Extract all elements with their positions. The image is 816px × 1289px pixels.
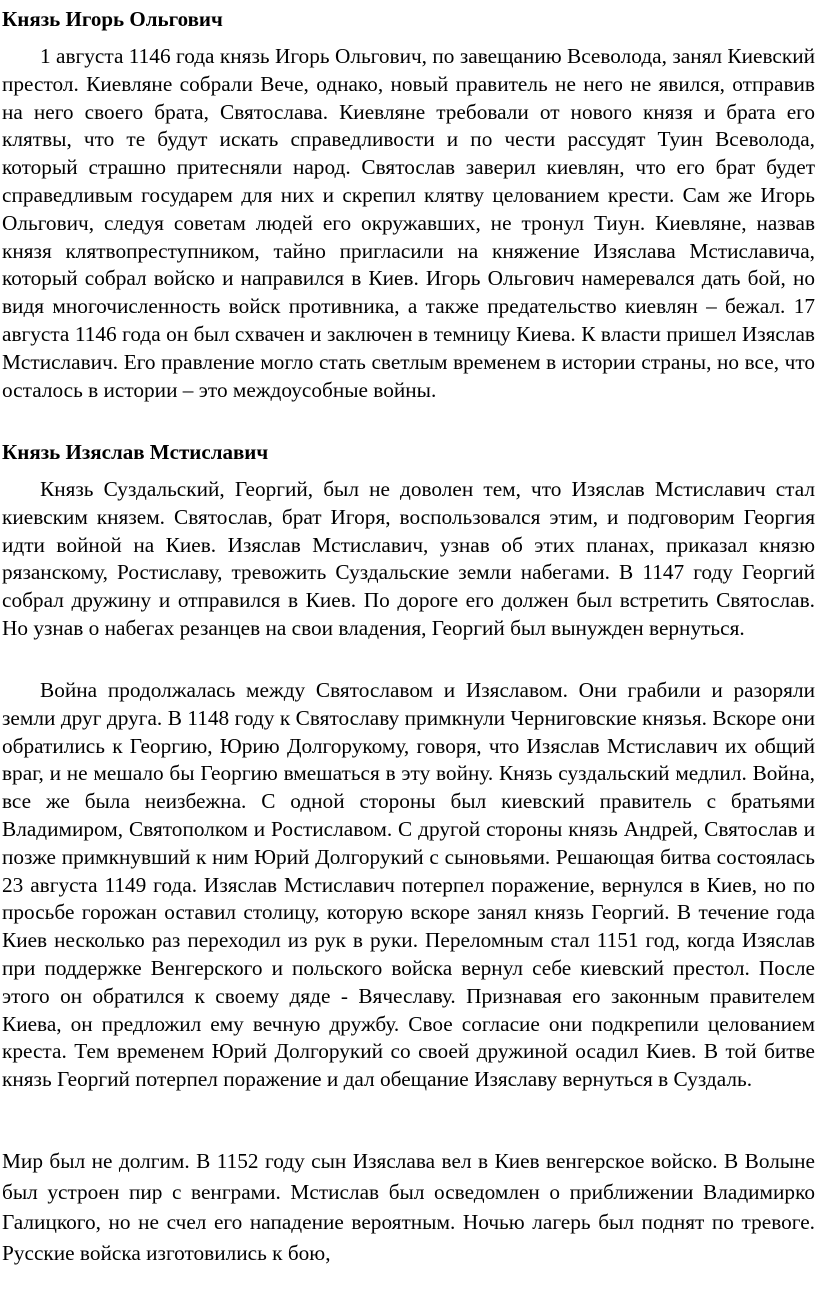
paragraph-igor-accession: 1 августа 1146 года князь Игорь Ольгович, по завещанию Всеволода, занял Киевский престол. Киевляне собрали Вече, однако, новый правитель не него не явился, отправив на него своего брата, Святослава. Киевляне требовали от нового князя и брата его клятвы, что те будут искать справедливости и по чести рассудят Туин Всеволода, который страшно притесняли народ. Святослав заверил киевлян, что его брат будет справедливым государем для них и скрепил клятву целованием крести. Сам же Игорь Ольгович, следуя советам людей его окружавших, не тронул Тиун. Киевляне, назвав князя клятвопреступником, тайно пригласили на княжение Изяслава Мстиславича, который собрал войско и направился в Киев. Игорь Ольгович намеревался дать бой, но видя многочисленность войск противника, а также предательство киевлян – бежал. 17 августа 1146 года он был схвачен и заключен в темницу Киева. К власти пришел Изяслав Мстиславич. Его правление могло стать светлым временем в истории страны, но все, что осталось в истории – это междоусобные войны. — [2, 44, 815, 402]
paragraph-war-continues: Война продолжалась между Святославом и Изяславом. Они грабили и разоряли земли друг друга. В 1148 году к Святославу примкнули Черниговские князья. Вскоре они обратились к Георгию, Юрию Долгорукому, говоря, что Изяслав Мстиславич их общий враг, и не мешало бы Георгию вмешаться в эту войну. Князь суздальский медлил. Война, все же была неизбежна. С одной стороны был киевский правитель с братьями Владимиром, Святополком и Ростиславом. С другой стороны князь Андрей, Святослав и позже примкнувший к ним Юрий Долгорукий с сыновьями. Решающая битва состоялась 23 августа 1149 года. Изяслав Мстиславич потерпел поражение, вернулся в Киев, но по просьбе горожан оставил столицу, которую вскоре занял князь Георгий. В течение года Киев несколько раз переходил из рук в руки. Переломным стал 1151 год, когда Изяслав при поддержке Венгерского и польского войска вернул себе киевский престол. После этого он обратился к своему дяде - Вячеславу. Признавая его законным правителем Киева, он предложил ему вечную дружбу. Свое согласие они подкрепили целованием креста. Тем временем Юрий Долгорукий со своей дружиной осадил Киев. В той битве князь Георгий потерпел поражение и дал обещание Изяславу вернуться в Суздаль. — [2, 678, 815, 1092]
section-heading-izyaslav-mstislavich: Князь Изяслав Мстиславич — [2, 440, 269, 464]
paragraph-georgy-campaign: Князь Суздальский, Георгий, был не доволен тем, что Изяслав Мстиславич стал киевским князем. Святослав, брат Игоря, воспользовался этим, и подговорим Георгия идти войной на Киев. Изяслав Мстиславич, узнав об этих планах, приказал князю рязанскому, Ростиславу, тревожить Суздальские земли набегами. В 1147 году Георгий собрал дружину и отправился в Киев. По дороге его должен был встретить Святослав. Но узнав о набегах резанцев на свои владения, Георгий был вынужден вернуться. — [2, 477, 815, 640]
section-heading-igor-olgovich: Князь Игорь Ольгович — [2, 7, 223, 31]
paragraph-peace-short: Мир был не долгим. В 1152 году сын Изяслава вел в Киев венгерское войско. В Волыне был устроен пир с венграми. Мстислав был осведомлен о приближении Владимирко Галицкого, но не счел его нападение вероятным. Ночью лагерь был поднят по тревоге. Русские войска изготовились к бою, — [2, 1149, 815, 1265]
